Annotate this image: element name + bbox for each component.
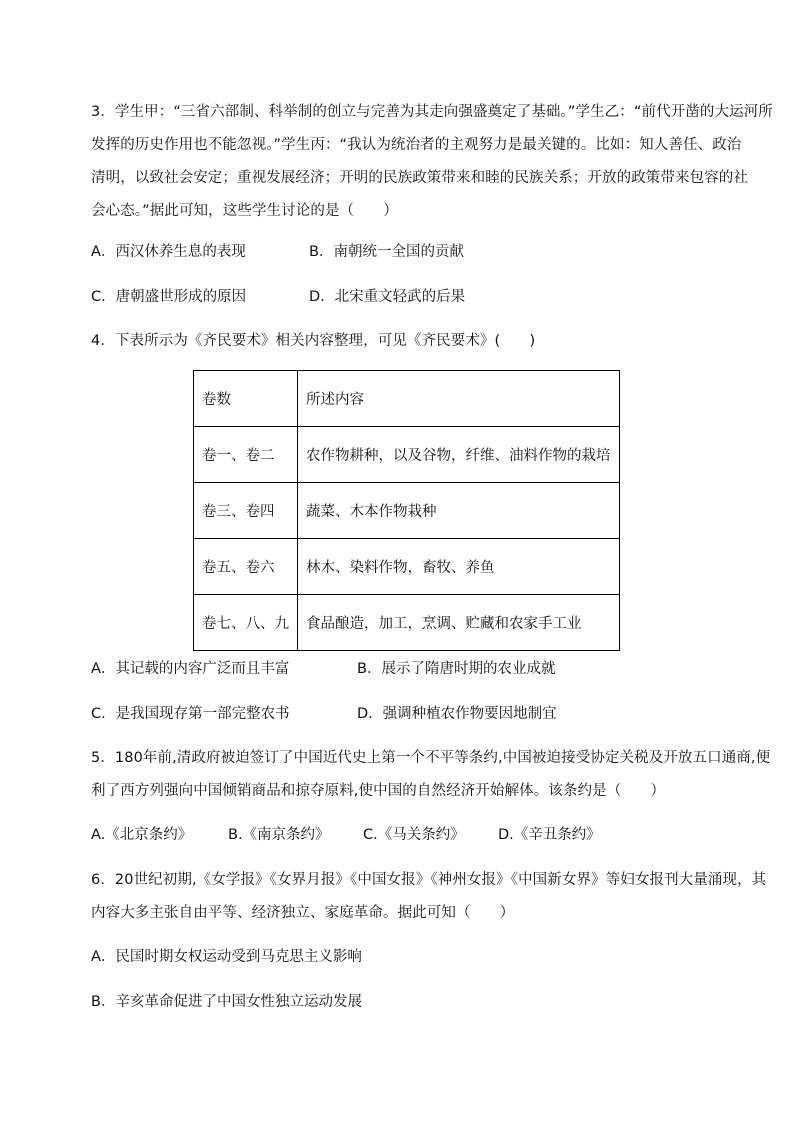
table-header-cell: 所述内容 [298, 371, 620, 427]
q3-stem-line-2: 发挥的历史作用也不能忽视。”学生丙：“我认为统治者的主观努力是最关键的。比如：知人善任、政治 [91, 137, 742, 153]
q5-option-d: D.《辛丑条约》 [498, 827, 601, 843]
q6-option-a: A．民国时期女权运动受到马克思主义影响 [91, 949, 362, 965]
table-cell: 蔬菜、木本作物栽种 [298, 483, 620, 539]
table-row [194, 539, 620, 595]
q3-option-c: C．唐朝盛世形成的原因 [91, 289, 247, 305]
table-row [194, 595, 620, 651]
q4-option-c: C．是我国现存第一部完整农书 [91, 706, 290, 722]
table-row [194, 427, 620, 483]
q3-stem-line-1: 3．学生甲：“三省六部制、科举制的创立与完善为其走向强盛奠定了基础。”学生乙：“前代开凿的大运河所 [91, 104, 773, 120]
q3-stem-line-4: 会心态。”据此可知，这些学生讨论的是（ ） [91, 203, 398, 219]
table-cell: 林木、染料作物，畜牧、养鱼 [298, 539, 620, 595]
q6-stem-line-2: 内容大多主张自由平等、经济独立、家庭革命。据此可知（ ） [91, 905, 515, 921]
q6-option-b: B．辛亥革命促进了中国女性独立运动发展 [91, 994, 362, 1010]
table-row [194, 483, 620, 539]
q4-option-b: B．展示了隋唐时期的农业成就 [357, 661, 556, 677]
table-cell: 卷七、八、九 [194, 595, 298, 651]
q3-stem-line-3: 清明，以致社会安定；重视发展经济；开明的民族政策带来和睦的民族关系；开放的政策带来包容的社 [91, 170, 748, 186]
q5-stem-line-2: 利了西方列强向中国倾销商品和掠夺原料,使中国的自然经济开始解体。该条约是（ ） [91, 783, 666, 799]
table-header-cell: 卷数 [194, 371, 298, 427]
table-header-row [194, 371, 620, 427]
q4-option-d: D．强调种植农作物要因地制宜 [357, 706, 557, 722]
q3-option-b: B．南朝统一全国的贡献 [309, 244, 464, 260]
table-cell: 卷一、卷二 [194, 427, 298, 483]
q5-option-c: C.《马关条约》 [363, 827, 465, 843]
q3-option-d: D．北宋重文轻武的后果 [309, 289, 466, 305]
q6-stem-line-1: 6．20世纪初期,《女学报》《女界月报》《中国女报》《神州女报》《中国新女界》等妇女报刊大量涌现，其 [91, 872, 767, 888]
q4-option-a: A．其记载的内容广泛而且丰富 [91, 661, 290, 677]
table-cell: 食品酿造，加工，烹调、贮藏和农家手工业 [298, 595, 620, 651]
q4-stem: 4．下表所示为《齐民要术》相关内容整理，可见《齐民要术》( ) [91, 333, 536, 349]
qiminyaoshu-table [193, 370, 620, 651]
q5-stem-line-1: 5．180年前,清政府被迫签订了中国近代史上第一个不平等条约,中国被迫接受协定关税及开放五口通商,便 [91, 750, 771, 766]
q5-option-b: B.《南京条约》 [228, 827, 330, 843]
q5-option-a: A.《北京条约》 [91, 827, 193, 843]
table-cell: 卷五、卷六 [194, 539, 298, 595]
table-cell: 卷三、卷四 [194, 483, 298, 539]
q3-option-a: A．西汉休养生息的表现 [91, 244, 246, 260]
table-cell: 农作物耕种，以及谷物，纤维、油料作物的栽培 [298, 427, 620, 483]
